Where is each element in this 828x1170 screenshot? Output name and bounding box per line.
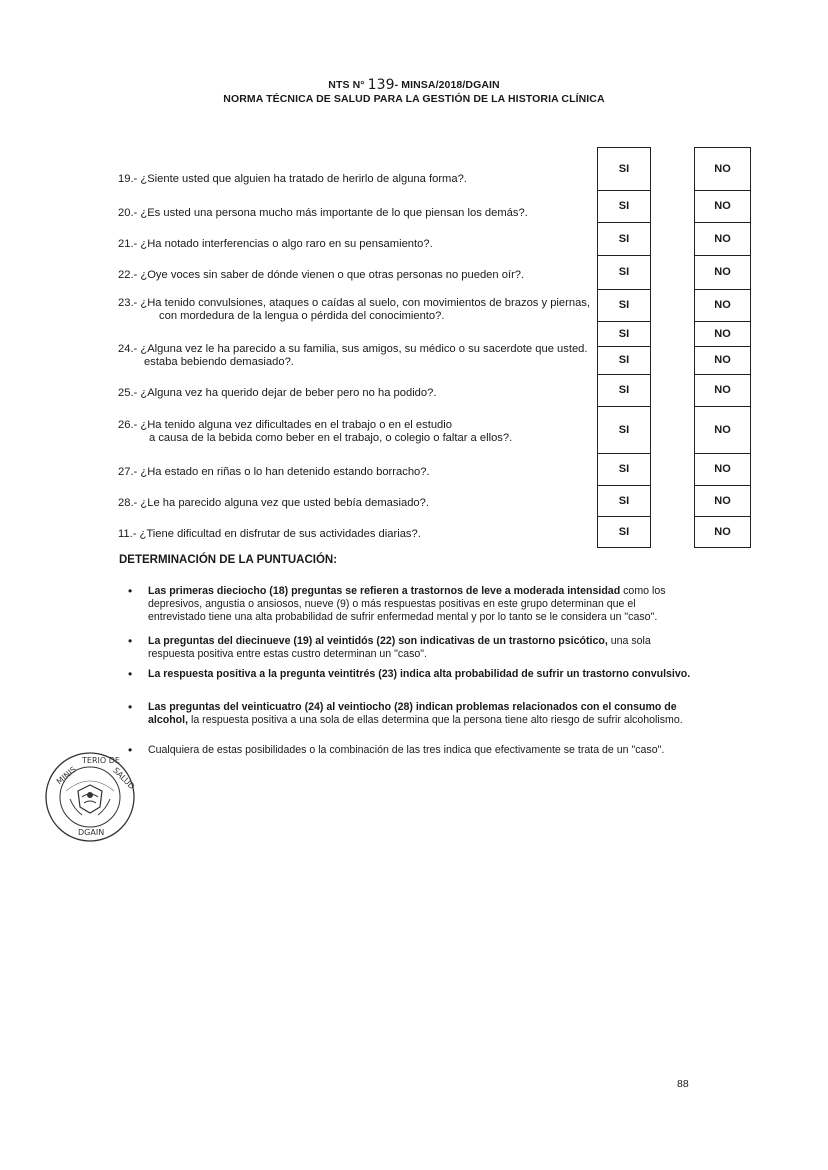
ministry-seal-stamp <box>44 751 136 843</box>
no-checkbox-11[interactable]: NO <box>714 525 731 538</box>
no-answer-column <box>694 147 751 548</box>
question-26: 26.- ¿Ha tenido alguna vez dificultades en el trabajo o en el estudio a causa de la bebida como beber en el trabajo, o colegio o faltar a ellos?. <box>118 419 513 444</box>
si-checkbox-24[interactable]: SI <box>618 354 630 366</box>
scoring-bullet-2: • La preguntas del diecinueve (19) al veintidós (22) son indicativas de un trastorno psicótico, una sola respuesta positiva entre estas custro determinan un "caso". <box>148 635 692 661</box>
scoring-bullet-4: • Las preguntas del veinticuatro (24) al veintiocho (28) indican problemas relacionados con el consumo de alcohol, la respuesta positiva a una sola de ellas determina que la persona tiene alto riesgo de sufrir alcoholismo. <box>148 701 692 727</box>
si-checkbox-22[interactable]: SI <box>618 266 630 278</box>
no-checkbox-27[interactable]: NO <box>714 463 731 475</box>
scoring-bullet-5: • Cualquiera de estas posibilidades o la combinación de las tres indica que efectivamente se trata de un "caso". <box>148 744 692 757</box>
si-checkbox-11[interactable]: SI <box>618 525 630 538</box>
question-28: 28.- ¿Le ha parecido alguna vez que usted bebía demasiado?. <box>118 497 429 509</box>
si-checkbox-extra[interactable]: SI <box>618 327 630 340</box>
si-checkbox-26[interactable]: SI <box>618 423 630 436</box>
scoring-bullet-3: • La respuesta positiva a la pregunta veintitrés (23) indica alta probabilidad de sufrir un trastorno convulsivo. <box>148 668 692 681</box>
code-suffix: - MINSA/2018/DGAIN <box>394 79 500 91</box>
si-checkbox-20[interactable]: SI <box>618 200 630 212</box>
question-25: 25.- ¿Alguna vez ha querido dejar de beber pero no ha podido?. <box>118 387 437 399</box>
page-number: 88 <box>677 1078 689 1090</box>
handwritten-number: 139 <box>367 77 395 93</box>
no-checkbox-19[interactable]: NO <box>714 163 731 175</box>
no-checkbox-22[interactable]: NO <box>714 266 731 278</box>
no-checkbox-23[interactable]: NO <box>714 299 731 311</box>
no-checkbox-20[interactable]: NO <box>714 200 731 212</box>
question-24: 24.- ¿Alguna vez le ha parecido a su familia, sus amigos, su médico o su sacerdote que usted. estaba bebiendo demasiado?. <box>118 343 588 368</box>
si-answer-column <box>597 147 651 548</box>
si-checkbox-28[interactable]: SI <box>618 494 630 507</box>
question-11: 11.- ¿Tiene dificultad en disfrutar de sus actividades diarias?. <box>118 528 421 540</box>
no-checkbox-21[interactable]: NO <box>714 232 731 245</box>
si-checkbox-19[interactable]: SI <box>618 163 630 175</box>
document-code <box>0 76 828 92</box>
scoring-bullet-1: • Las primeras dieciocho (18) preguntas se refieren a trastornos de leve a moderada intensidad como los depresivos, angustia o ansiosos, nueve (9) o más respuestas positivas en este grupo determinan que el entrevistado tiene una alta probabilidad de sufrir enfermedad mental y por lo tanto se le considera un "caso". <box>148 585 692 625</box>
si-checkbox-25[interactable]: SI <box>618 384 630 396</box>
scoring-title: DETERMINACIÓN DE LA PUNTUACIÓN: <box>119 554 338 566</box>
svg-text:DGAIN: DGAIN <box>78 828 105 837</box>
svg-text:SALUD: SALUD <box>111 765 136 792</box>
question-22: 22.- ¿Oye voces sin saber de dónde vienen o que otras personas no pueden oír?. <box>118 269 525 281</box>
no-checkbox-extra[interactable]: NO <box>714 327 731 340</box>
question-23: 23.- ¿Ha tenido convulsiones, ataques o caídas al suelo, con movimientos de brazos y piernas, con mordedura de la lengua o pérdida del conocimiento?. <box>118 297 590 322</box>
document-title: NORMA TÉCNICA DE SALUD PARA LA GESTIÓN DE LA HISTORIA CLÍNICA <box>223 93 605 105</box>
question-21: 21.- ¿Ha notado interferencias o algo raro en su pensamiento?. <box>118 238 433 250</box>
si-checkbox-23[interactable]: SI <box>618 299 630 311</box>
no-checkbox-26[interactable]: NO <box>714 423 731 436</box>
no-checkbox-24[interactable]: NO <box>714 354 731 366</box>
code-prefix: NTS N° <box>328 79 365 91</box>
si-checkbox-27[interactable]: SI <box>618 463 630 475</box>
svg-text:TERIO DE: TERIO DE <box>82 756 120 765</box>
si-checkbox-21[interactable]: SI <box>618 232 630 245</box>
question-19: 19.- ¿Siente usted que alguien ha tratado de herirlo de alguna forma?. <box>118 173 467 185</box>
no-checkbox-28[interactable]: NO <box>714 494 731 507</box>
question-20: 20.- ¿Es usted una persona mucho más importante de lo que piensan los demás?. <box>118 207 528 219</box>
question-27: 27.- ¿Ha estado en riñas o lo han detenido estando borracho?. <box>118 466 430 478</box>
no-checkbox-25[interactable]: NO <box>714 384 731 396</box>
svg-text:MINIS: MINIS <box>54 764 79 787</box>
